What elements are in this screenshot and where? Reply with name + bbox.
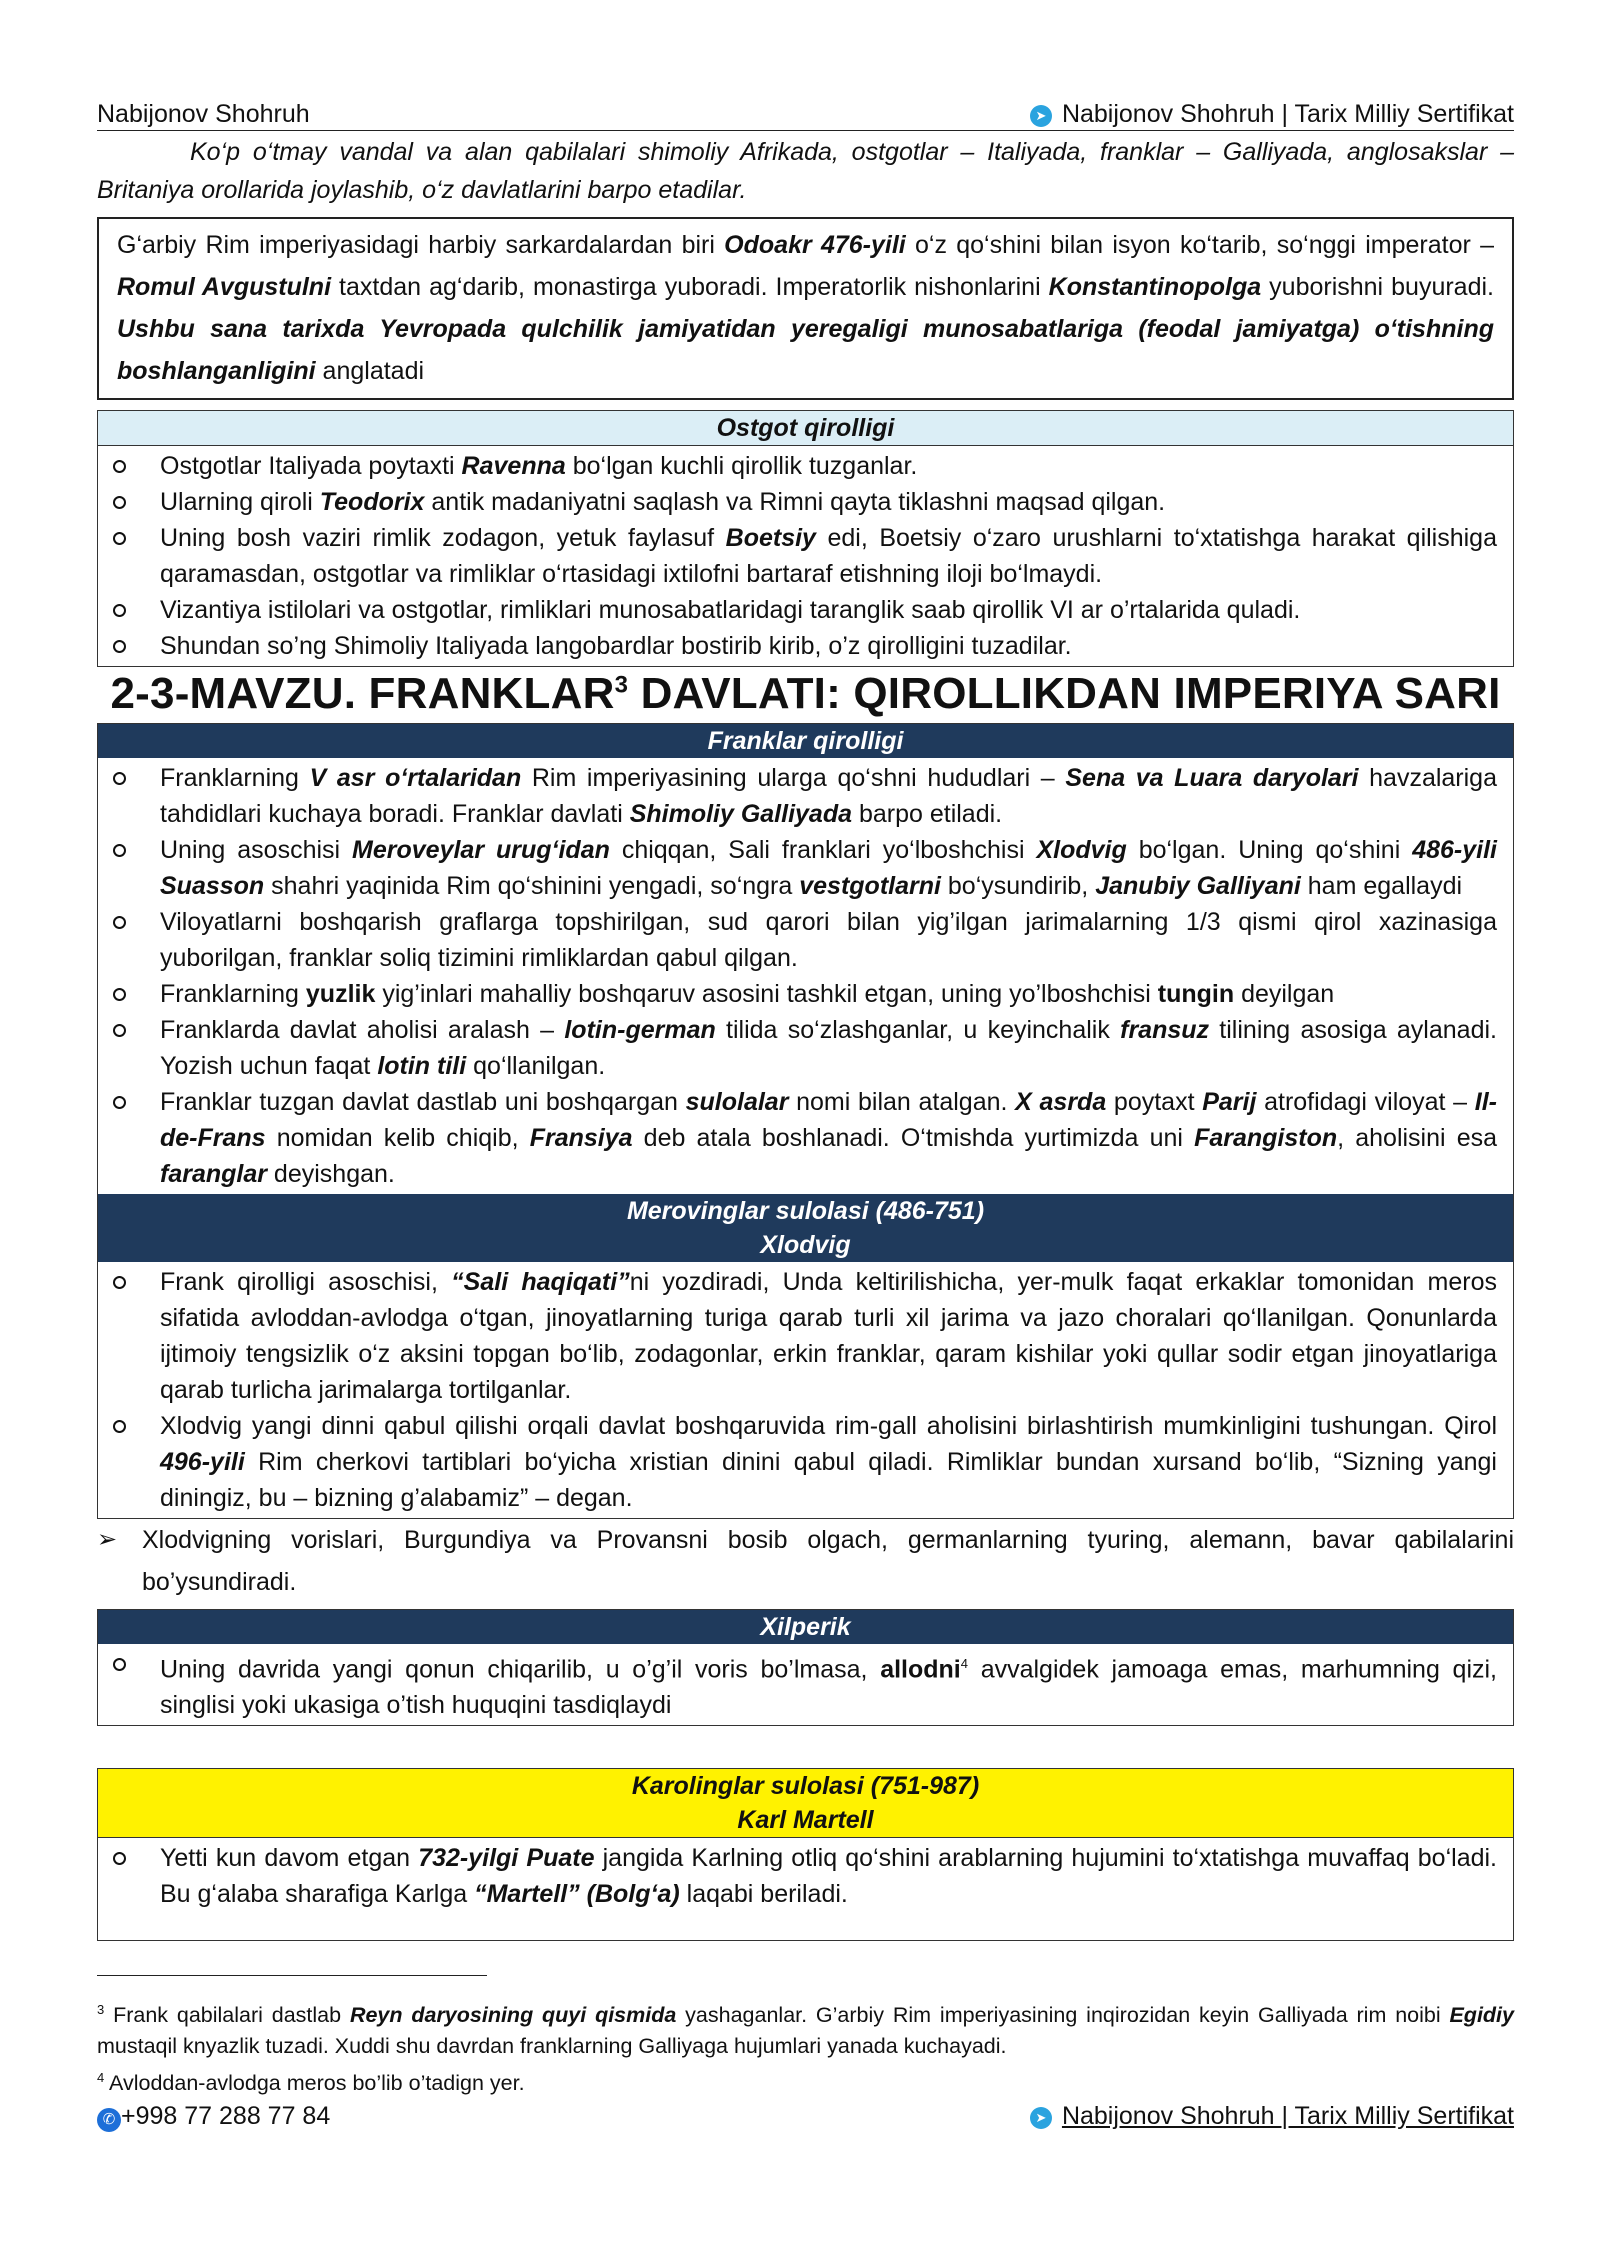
franklar-section	[97, 723, 1514, 1519]
xilperik-section	[97, 1609, 1514, 1726]
list-item: Franklar tuzgan davlat dastlab uni boshqargan sulolalar nomi bilan atalgan. X asrda poytaxt Parij atrofidagi viloyat – Il-de-Frans nomidan kelib chiqib, Fransiya deb atala boshlanadi. O‘tmishda yurtimizda uni Farangiston, aholisini esa faranglar deyishgan.	[98, 1084, 1497, 1192]
list-item: Viloyatlarni boshqarish graflarga topshirilgan, sud qarori bilan yig’ilgan jarimalarning 1/3 qismi qirol xazinasiga yuborilgan, franklar soliq tizimini rimliklardan qabul qilgan.	[98, 904, 1497, 976]
phone-icon: ✆	[97, 2108, 121, 2132]
page	[97, 95, 1514, 2132]
list-item: Vizantiya istilolari va ostgotlar, rimliklari munosabatlaridagi taranglik saab qirollik VI ar o’rtalarida quladi.	[98, 592, 1497, 628]
arrow-icon: ➢	[97, 1526, 118, 1553]
section-heading: Merovinglar sulolasi (486-751) Xlodvig	[98, 1194, 1513, 1262]
page-header	[97, 95, 1514, 131]
telegram-icon: ➤	[1030, 2107, 1052, 2129]
list-item: Franklarning yuzlik yig’inlari mahalliy boshqaruv asosini tashkil etgan, uning yo’lboshchisi tungin deyilgan	[98, 976, 1497, 1012]
section-heading: Ostgot qirolligi	[98, 411, 1513, 446]
intro-paragraph: Ko‘p o‘tmay vandal va alan qabilalari shimoliy Afrikada, ostgotlar – Italiyada, franklar – Galliyada, anglosakslar – Britaniya orollarida joylashib, o‘z davlatlarini barpo etadilar.	[97, 138, 1514, 204]
footnote-3: $^3$ Frank qabilalari dastlab Reyn daryosining quyi qismida yashaganlar. G’arbiy Rim imperiyasining inqirozidan keyin Galliyada rim noibi Egidiy mustaqil knyazlik tuzadi. Xuddi shu davrdan franklarning Galliyaga hujumlari yanada kuchayadi.	[97, 2002, 1514, 2059]
section-heading: Franklar qirolligi	[98, 724, 1513, 758]
franklar-list	[98, 758, 1513, 1194]
list-item: Franklarda davlat aholisi aralash – lotin-german tilida so‘zlashganlar, u keyinchalik fransuz tilining asosiga aylanadi. Yozish uchun faqat lotin tili qo‘llanilgan.	[98, 1012, 1497, 1084]
list-item: Frank qirolligi asoschisi, “Sali haqiqati”ni yozdiradi, Unda keltirilishicha, yer-mulk faqat erkaklar tomonidan meros sifatida avloddan-avlodga o‘tgan, jinoyatlarning turiga qarab turli xil jarima va jazo choralari qo‘llanilgan. Qonunlarda ijtimoiy tengsizlik o‘z aksini topgan bo‘lib, zodagonlar, erkin franklar, qaram kishilar yoki qullar sodir etgan jinoyatlariga qarab turlicha jarimalarga tortilganlar.	[98, 1264, 1497, 1408]
list-item: Uning bosh vaziri rimlik zodagon, yetuk faylasuf Boetsiy edi, Boetsiy o‘zaro urushlarni to‘xtatishga harakat qilishiga qaramasdan, ostgotlar va rimliklar o‘rtasidagi ixtilofni bartaraf etishning iloji bo‘lmaydi.	[98, 520, 1497, 592]
ostgot-section	[97, 410, 1514, 667]
header-channel[interactable]: ➤ Nabijonov Shohruh | Tarix Milliy Sertifikat	[1030, 100, 1514, 129]
odoakr-box: G‘arbiy Rim imperiyasidagi harbiy sarkardalardan biri Odoakr 476-yili o‘z qo‘shini bilan isyon ko‘tarib, so‘nggi imperator – Romul Avgustulni taxtdan ag‘darib, monastirga yuboradi. Imperatorlik nishonlarini Konstantinopolga yuborishni buyuradi. Ushbu sana tarixda Yevropada qulchilik jamiyatidan yeregaligi munosabatlariga (feodal jamiyatga) o‘tishning boshlanganligini anglatadi	[97, 217, 1514, 400]
merovinglar-list	[98, 1262, 1513, 1518]
footer-phone[interactable]: ✆ +998 77 288 77 84	[97, 2102, 330, 2132]
ostgot-list	[98, 446, 1513, 666]
list-item: Ularning qiroli Teodorix antik madaniyatni saqlash va Rimni qayta tiklashni maqsad qilgan.	[98, 484, 1497, 520]
arrow-note: ➢ Xlodvigning vorislari, Burgundiya va Provansni bosib olgach, germanlarning tyuring, alemann, bavar qabilalarini bo’ysundiradi.	[97, 1519, 1514, 1603]
footer-channel[interactable]: ➤ Nabijonov Shohruh | Tarix Milliy Sertifikat	[1030, 2102, 1514, 2132]
section-heading: Xilperik	[98, 1610, 1513, 1644]
karolinglar-list	[98, 1838, 1513, 1914]
page-title: 2-3-MAVZU. FRANKLAR$^3$ DAVLATI: QIROLLIKDAN IMPERIYA SARI	[110, 669, 1501, 718]
list-item: Shundan so’ng Shimoliy Italiyada langobardlar bostirib kirib, o’z qirolligini tuzadilar.	[98, 628, 1497, 664]
karolinglar-section	[97, 1768, 1514, 1941]
telegram-icon: ➤	[1030, 105, 1052, 127]
section-heading: Karolinglar sulolasi (751-987) Karl Martell	[98, 1769, 1513, 1838]
page-footer	[97, 2102, 1514, 2132]
footnote-4: $^4$ Avloddan-avlodga meros bo’lib o’tadign yer.	[97, 2070, 525, 2096]
list-item: Xlodvig yangi dinni qabul qilishi orqali davlat boshqaruvida rim-gall aholisini birlashtirish mumkinligini tushungan. Qirol 496-yili Rim cherkovi tartiblari bo‘yicha xristian dinini qabul qiladi. Rimliklar bundan xursand bo‘lib, “Sizning yangi diningiz, bu – bizning g’alabamiz” – degan.	[98, 1408, 1497, 1516]
list-item: Uning asoschisi Meroveylar urug‘idan chiqqan, Sali franklari yo‘lboshchisi Xlodvig bo‘lgan. Uning qo‘shini 486-yili Suasson shahri yaqinida Rim qo‘shinini yengadi, so‘ngra vestgotlarni bo‘ysundirib, Janubiy Galliyani ham egallaydi	[98, 832, 1497, 904]
xilperik-list	[98, 1644, 1513, 1725]
header-author: Nabijonov Shohruh	[97, 100, 310, 128]
list-item: Franklarning V asr o‘rtalaridan Rim imperiyasining ularga qo‘shni hududlari – Sena va Luara daryolari havzalariga tahdidlari kuchaya boradi. Franklar davlati Shimoliy Galliyada barpo etiladi.	[98, 760, 1497, 832]
list-item: Uning davrida yangi qonun chiqarilib, u o’g’il voris bo’lmasa, allodni$^4$ avvalgidek jamoaga emas, marhumning qizi, singlisi yoki ukasiga o’tish huquqini tasdiqlaydi	[98, 1646, 1497, 1723]
list-item: Yetti kun davom etgan 732-yilgi Puate jangida Karlning otliq qo‘shini arablarning hujumini to‘xtatishga muvaffaq bo‘ladi. Bu g‘alaba sharafiga Karlga “Martell” (Bolg‘a) laqabi beriladi.	[98, 1840, 1497, 1912]
list-item: Ostgotlar Italiyada poytaxti Ravenna bo‘lgan kuchli qirollik tuzganlar.	[98, 448, 1497, 484]
